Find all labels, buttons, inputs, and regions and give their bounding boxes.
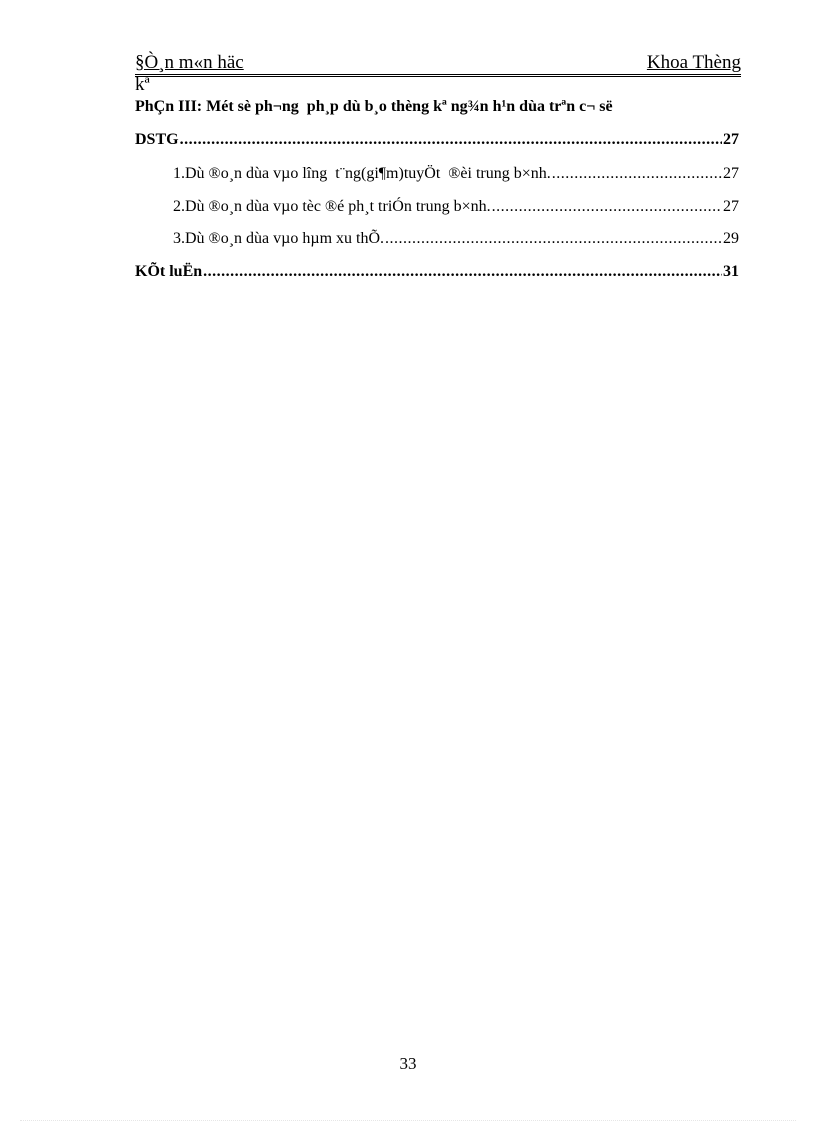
header-subject: §Ò¸n m«n häc [135, 52, 244, 73]
toc-entry-page: 29 [723, 230, 739, 247]
toc-entry-dstg[interactable] [135, 129, 739, 151]
dot-leader [492, 196, 722, 218]
dot-leader [180, 129, 722, 151]
header-faculty: Khoa Thèng [646, 52, 741, 73]
toc-section-title: PhÇn III: Mét sè ph¬ng ph¸p dù b¸o thèng kª ng¾n h¹n dùa trªn c¬ së [135, 98, 613, 115]
toc-entry-2[interactable] [173, 196, 739, 218]
toc-entry-1[interactable] [173, 163, 739, 185]
toc-entry-text: 3.Dù ®o¸n dùa vµo hµm xu thÕ. [173, 230, 385, 247]
dot-leader [203, 261, 722, 283]
toc-entry-page: 27 [723, 165, 739, 182]
toc-entry-conclusion[interactable] [135, 261, 739, 283]
header-divider [135, 74, 741, 77]
toc-entry-page: 27 [723, 131, 739, 148]
header-continuation: kª [135, 74, 150, 95]
toc-entry-text: KÕt luËn [135, 263, 203, 280]
page-bottom-edge [20, 1120, 796, 1121]
dot-leader [552, 163, 722, 185]
page-number: 33 [399, 1054, 417, 1073]
toc-entry-3[interactable] [173, 228, 739, 250]
toc-entry-text: DSTG [135, 131, 179, 148]
toc-entry-page: 31 [723, 263, 739, 280]
toc-entry-text: 1.Dù ®o¸n dùa vµo lîng t¨ng(gi¶m)tuyÖt ®èi trung b×nh. [173, 165, 551, 182]
toc-entry-page: 27 [723, 198, 739, 215]
toc-entry-text: 2.Dù ®o¸n dùa vµo tèc ®é ph¸t triÓn trung b×nh. [173, 198, 491, 215]
dot-leader [385, 228, 722, 250]
page-header [135, 52, 741, 74]
